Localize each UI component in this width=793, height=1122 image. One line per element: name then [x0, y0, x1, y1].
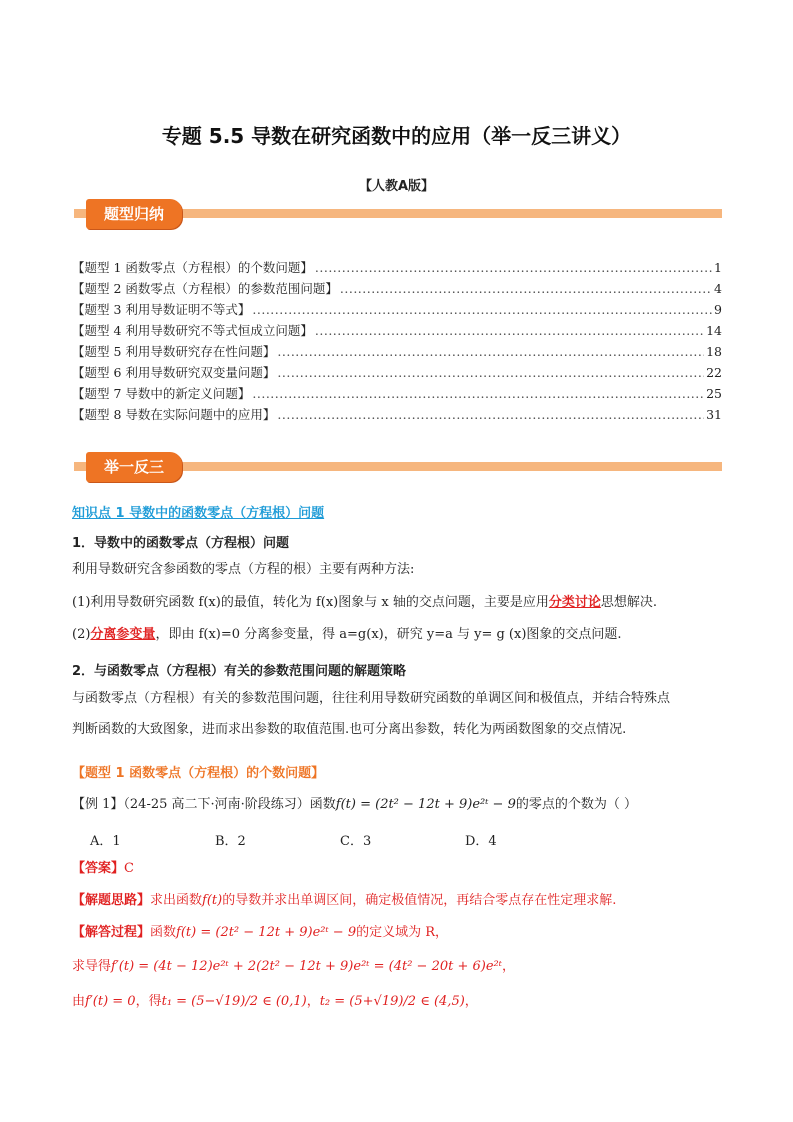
toc-item-page: 4 [714, 281, 722, 296]
answer-line: 【答案】C [72, 861, 134, 876]
strategy-line-1: 与函数零点（方程根）有关的参数范围问题，往往利用导数研究函数的单调区间和极值点，并结合特殊点 [72, 691, 671, 706]
answer-choices [90, 830, 690, 849]
example-question: 【例 1】（24-25 高二下·河南·阶段练习）函数f(t) = (2t² − 12t + 9)e²ᵗ − 9的零点的个数为（ ） [72, 797, 637, 812]
knowledge-point-heading: 知识点 1 导数中的函数零点（方程根）问题 [72, 506, 325, 521]
toc-item-page: 31 [706, 407, 722, 422]
toc-item-label: 【题型 8 导数在实际问题中的应用】 [72, 407, 276, 422]
toc-item-label: 【题型 6 利用导数研究双变量问题】 [72, 365, 276, 380]
derivative-line: 求导得f′(t) = (4t − 12)e²ᵗ + 2(2t² − 12t + 9)e²ᵗ = (4t² − 20t + 6)e²ᵗ， [72, 959, 515, 974]
choice-d[interactable]: D．4 [465, 834, 497, 849]
toc-item-page: 18 [706, 344, 722, 359]
toc-item-label: 【题型 7 导数中的新定义问题】 [72, 386, 251, 401]
choice-b[interactable]: B．2 [215, 834, 246, 849]
toc-item-label: 【题型 2 函数零点（方程根）的参数范围问题】 [72, 281, 338, 296]
toc-item-label: 【题型 3 利用导数证明不等式】 [72, 302, 251, 317]
toc-item-page: 22 [706, 365, 722, 380]
toc-item[interactable] [72, 342, 722, 363]
strategy-line-2: 判断函数的大致图象，进而求出参数的取值范围.也可分离出参数，转化为两函数图象的交点情况. [72, 722, 627, 737]
subheading-2: 2．与函数零点（方程根）有关的参数范围问题的解题策略 [72, 664, 407, 679]
section-tab-practice: 举一反三 [86, 452, 182, 482]
solution-idea: 【解题思路】求出函数f(t)的导数并求出单调区间，确定极值情况，再结合零点存在性定理求解. [72, 893, 617, 908]
toc-item-page: 9 [714, 302, 722, 317]
toc-item-label: 【题型 4 利用导数研究不等式恒成立问题】 [72, 323, 313, 338]
toc-item-page: 25 [706, 386, 722, 401]
section-tab-type-summary: 题型归纳 [86, 199, 182, 229]
emphasis-separation: 分离参变量 [90, 627, 156, 642]
toc-item[interactable] [72, 384, 722, 405]
roots-line: 由f′(t) = 0，得t₁ = (5−√19)/2 ∈ (0,1)，t₂ = (5+√19)/2 ∈ (4,5)， [72, 994, 478, 1009]
toc-item[interactable] [72, 258, 722, 279]
answer-value: C [124, 861, 134, 876]
choice-a[interactable]: A．1 [90, 834, 121, 849]
toc-item-page: 14 [706, 323, 722, 338]
toc-item[interactable] [72, 363, 722, 384]
toc-item[interactable] [72, 405, 722, 426]
choice-c[interactable]: C．3 [340, 834, 372, 849]
toc-item[interactable] [72, 279, 722, 300]
emphasis-classification: 分类讨论 [548, 595, 601, 610]
example-label: 【例 1】 [72, 797, 124, 812]
table-of-contents [72, 258, 722, 426]
toc-item-label: 【题型 5 利用导数研究存在性问题】 [72, 344, 276, 359]
subheading-1: 1．导数中的函数零点（方程根）问题 [72, 536, 290, 551]
toc-item-label: 【题型 1 函数零点（方程根）的个数问题】 [72, 260, 313, 275]
solution-process: 【解答过程】函数f(t) = (2t² − 12t + 9)e²ᵗ − 9的定义域为 R， [72, 925, 449, 940]
edition-label: 【人教A版】 [358, 179, 435, 194]
page-title: 专题 5.5 导数在研究函数中的应用（举一反三讲义） [161, 124, 632, 148]
method-2: (2)分离参变量，即由 f(x)=0 分离参变量，得 a=g(x)，研究 y=a 与 y= g (x)图象的交点问题. [72, 627, 622, 642]
toc-item-page: 1 [714, 260, 722, 275]
method-1: (1)利用导数研究函数 f(x)的最值，转化为 f(x)图象与 x 轴的交点问题，主要是应用分类讨论思想解决. [72, 595, 658, 610]
intro-paragraph: 利用导数研究含参函数的零点（方程的根）主要有两种方法: [72, 562, 415, 577]
toc-item[interactable] [72, 300, 722, 321]
type-heading: 【题型 1 函数零点（方程根）的个数问题】 [72, 766, 325, 781]
toc-item[interactable] [72, 321, 722, 342]
function-expression: f(t) = (2t² − 12t + 9)e²ᵗ − 9 [335, 797, 516, 812]
